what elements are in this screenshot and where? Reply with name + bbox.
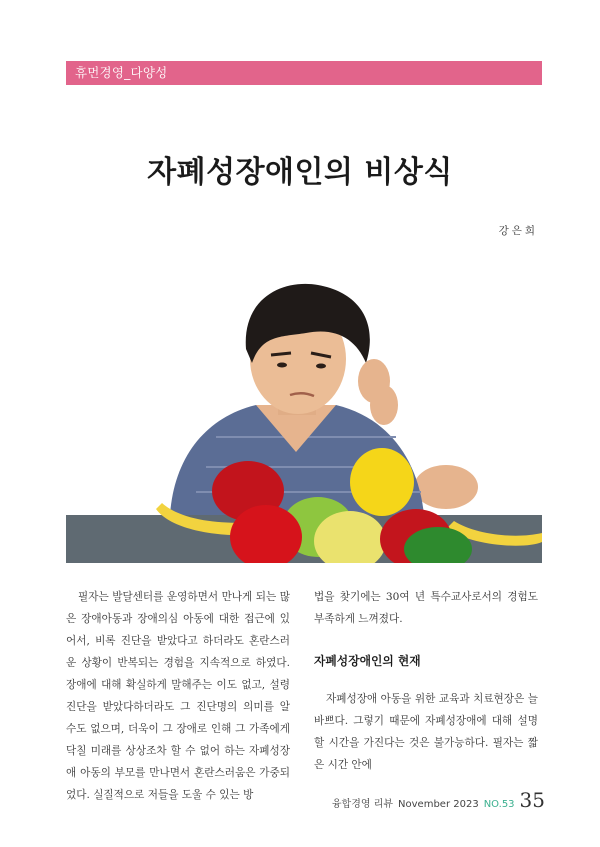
page-footer: [330, 788, 545, 816]
body-paragraph: 자폐성장애 아동을 위한 교육과 치료현장은 늘 바쁘다. 그렇기 때문에 자폐성장애에 대해 설명할 시간을 가진다는 것은 불가능하다. 필자는 짧은 시간 안에: [314, 693, 538, 771]
body-paragraph-continued: 법을 찾기에는 30여 년 특수교사로서의 경험도 부족하게 느껴졌다.: [314, 591, 538, 625]
section-subheading: 자폐성장애인의 현재: [314, 654, 421, 668]
article-title: 자폐성장애인의 비상식: [147, 155, 453, 190]
section-banner: 휴먼경영_다양성: [66, 61, 542, 85]
page-number: 35: [519, 788, 545, 812]
body-column-left: [66, 586, 290, 806]
footer-issue-number: NO.53: [483, 799, 515, 810]
body-paragraph: 필자는 발달센터를 운영하면서 만나게 되는 많은 장애아동과 장애의심 아동에 대한 접근에 있어서, 비록 진단을 받았다고 하더라도 혼란스러운 상황이 반복되는 경험을 지속적으로 하였다. 장애에 대해 확실하게 말해주는 이도 없고, 설령 진단을 받았다하더라도 그 진단명의 의미를 알 수도 없으며, 더욱이 그 장애로 인해 그 가족에게 닥칠 미래를 상상조차 할 수 없어 하는 자폐성장애 아동의 부모를 만나면서 혼란스러움은 가중되었다. 실질적으로 저들을 도울 수 있는 방: [66, 591, 290, 801]
footer-magazine-name: 융합경영 리뷰: [331, 799, 394, 810]
body-column-right: [314, 586, 538, 776]
author-name: 강은희: [498, 225, 538, 237]
footer-date: November 2023: [398, 799, 479, 810]
article-photo: [66, 277, 542, 563]
child-with-fruit-illustration: [66, 277, 542, 563]
